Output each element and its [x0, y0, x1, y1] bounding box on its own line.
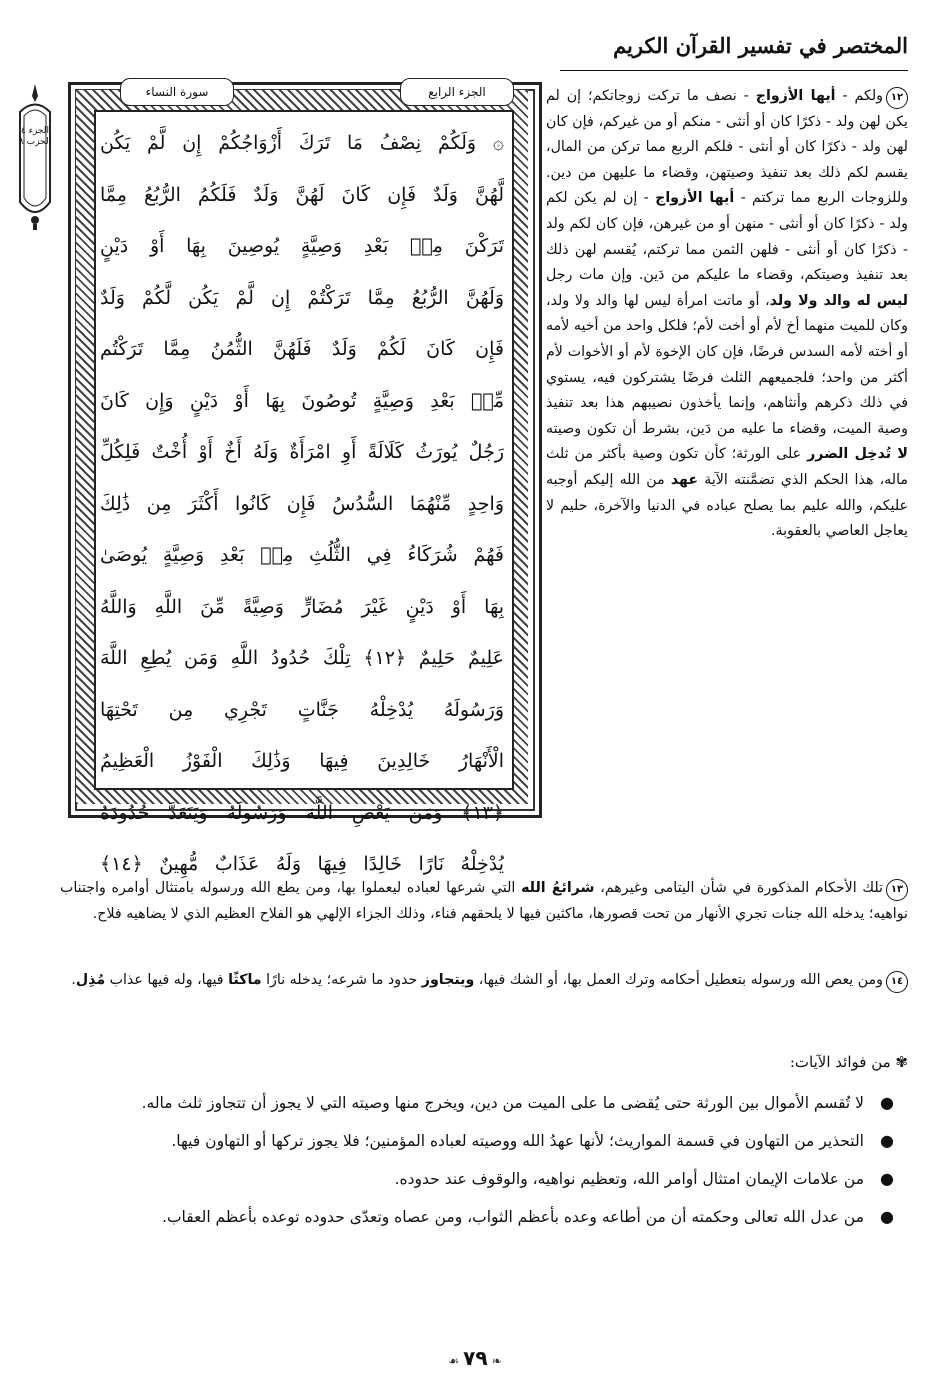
tafsir-text: - نصف ما تركت زوجاتكم؛ إن لم يكن لهن ولد - ذكرًا كان أو أنثى - منكم أو من غيركم، فإن كان لهن ولد - ذكرًا كان أو أنثى - فلكم الربع مما تركن من المال، يقسم لكم ذلك بعد تنفيذ وصيتهن، وقضاء ما عليهن من دين. وللزوجات الربع مما تركتم - [546, 88, 909, 207]
tafsir-emphasis: أيها الأزواج [655, 190, 735, 207]
tafsir-text: فيها، وله فيها عذاب [105, 972, 229, 988]
bullet-icon: ● [880, 1131, 894, 1150]
verse-line: لَّهُنَّ وَلَدٌ فَإِن كَانَ لَهُنَّ وَلَدٌ فَلَكُمُ الرُّبُعُ مِمَّا [100, 183, 504, 206]
tafsir-emphasis: ليس له والد ولا ولد [769, 292, 908, 309]
verse-line: ﴿١٣﴾ وَمَن يَعْصِ اللَّهَ وَرَسُولَهُ وَيَتَعَدَّ حُدُودَهُ [100, 801, 504, 824]
tafsir-emphasis: مُذِل [75, 972, 106, 988]
verse-line: وَرَسُولَهُ يُدْخِلْهُ جَنَّاتٍ تَجْرِي مِن تَحْتِهَا [100, 698, 504, 721]
tafsir-emphasis: شرائعُ الله [521, 880, 595, 896]
verse-line: فَإِن كَانَ لَكُمْ وَلَدٌ فَلَهُنَّ الثُّمُنُ مِمَّا تَرَكْتُم [100, 338, 504, 360]
flower-icon: ✾ [890, 1053, 908, 1071]
benefit-text: لا تُقسم الأموال بين الورثة حتى يُقضى ما على الميت من دين، ويخرج منها وصيته التي لا يجوز أن تتجاوز ثلث ماله. [141, 1094, 864, 1112]
tafsir-text: - إن لم يكن لكم ولد - ذكرًا كان أو أنثى - منهن أو من غيرهن، فإن كان لكم ولد - ذكرًا كان أو أنثى - فلهن الثمن مما تركتم، يُقسم لهن ذلك بعد تنفيذ وصيتكم، وقضاء ما عليكم من دَين. وإن مات رجل [546, 190, 908, 284]
sura-label: سورة النساء [120, 78, 234, 106]
tafsir-verse-13 [60, 876, 908, 927]
tafsir-text: من الله إليكم أوجبه عليكم، والله عليم بما يصلح عباده في الدنيا والآخرة، حليم لا يعاجل العاصي بالعقوبة. [546, 471, 908, 540]
quran-verses [100, 118, 504, 891]
tafsir-text: على الورثة؛ كأن تكون وصية بأكثر من ثلث ماله، هذا الحكم الذي تضمَّنته الآية [546, 446, 908, 488]
tafsir-emphasis: عهد [670, 471, 699, 488]
juz-marker-text: الجزء ٤ الحزب ٨ [18, 126, 52, 147]
page-number-value: ٧٩ [463, 1346, 488, 1370]
juz-label: الجزء الرابع [400, 78, 514, 106]
book-title: المختصر في تفسير القرآن الكريم [560, 30, 908, 71]
tafsir-text: حدود ما شرعه؛ يدخله نارًا [261, 972, 422, 988]
tafsir-verse-14 [60, 968, 908, 994]
list-item [60, 1164, 908, 1194]
benefit-text: من عدل الله تعالى وحكمته أن من أطاعه وعده بأعظم الثواب، ومن عصاه وتعدّى حدوده توعده بأعظم العقاب. [162, 1208, 864, 1226]
bullet-icon: ● [880, 1207, 894, 1226]
verse-line: رَجُلٌ يُورَثُ كَلَالَةً أَوِ امْرَأَةٌ وَلَهُ أَخٌ أَوْ أُخْتٌ فَلِكُلِّ [100, 441, 504, 463]
bullet-icon: ● [880, 1093, 894, 1112]
tafsir-verse-12 [546, 84, 908, 545]
bullet-icon: ● [880, 1169, 894, 1188]
ornament-icon [10, 82, 60, 232]
verse-line: يُدْخِلْهُ نَارًا خَالِدًا فِيهَا وَلَهُ عَذَابٌ مُّهِينٌ ﴿١٤﴾ [100, 853, 504, 875]
juz-marker [10, 82, 60, 232]
benefit-text: التحذير من التهاون في قسمة المواريث؛ لأنها عهدُ الله ووصيته لعباده المؤمنين؛ فلا يجوز تركها أو التهاون فيها. [171, 1132, 864, 1150]
verse-line: عَلِيمٌ حَلِيمٌ ﴿١٢﴾ تِلْكَ حُدُودُ اللَّهِ وَمَن يُطِعِ اللَّهَ [100, 647, 504, 669]
list-item [60, 1126, 908, 1156]
verse-line: وَلَهُنَّ الرُّبُعُ مِمَّا تَرَكْتُمْ إِن لَّمْ يَكُن لَّكُمْ وَلَدٌ [100, 286, 504, 309]
benefit-text: من علامات الإيمان امتثال أوامر الله، وتعظيم نواهيه، والوقوف عند حدوده. [394, 1170, 864, 1188]
verse-line: ۞ وَلَكُمْ نِصْفُ مَا تَرَكَ أَزْوَاجُكُمْ إِن لَّمْ يَكُن [100, 132, 504, 154]
tafsir-text: ومن يعص الله ورسوله بتعطيل أحكامه وترك العمل بها، أو الشك فيها، [474, 972, 883, 988]
ornament-icon: ❧ [487, 1354, 502, 1368]
list-item [60, 1088, 908, 1118]
verse-line: مِّنۢ بَعْدِ وَصِيَّةٍ تُوصُونَ بِهَا أَوْ دَيْنٍ وَإِن كَانَ [100, 389, 504, 412]
verse-line: وَاحِدٍ مِّنْهُمَا السُّدُسُ فَإِن كَانُوا أَكْثَرَ مِن ذَٰلِكَ [100, 492, 504, 515]
page-number [420, 1346, 530, 1370]
tafsir-text: ولكم - [835, 88, 884, 104]
verse-number-badge: ١٣ [886, 879, 908, 901]
benefits-list [60, 1088, 908, 1240]
ornament-icon: ☙ [448, 1354, 464, 1368]
verse-line: فَهُمْ شُرَكَاءُ فِي الثُّلُثِ مِنۢ بَعْدِ وَصِيَّةٍ يُوصَىٰ [100, 544, 504, 566]
benefits-title: من فوائد الآيات: [789, 1053, 891, 1071]
tafsir-emphasis: أيها الأزواج [755, 88, 836, 104]
tafsir-emphasis: لا تُدخِل الضرر [807, 446, 908, 463]
tafsir-text: التي شرعها لعباده ليعملوا بها، ومن يطع الله ورسوله بامتثال أوامره واجتناب نواهيه؛ يدخله الله جنات تجري الأنهار من تحت قصورها، ماكثين فيها لا يلحقهم فناء، وذلك الجزاء الإلهي هو الفلاح العظيم الذي لا يضاهيه فلاح. [60, 880, 908, 922]
benefits-heading [600, 1053, 908, 1071]
verse-line: بِهَا أَوْ دَيْنٍ غَيْرَ مُضَارٍّ وَصِيَّةً مِّنَ اللَّهِ وَاللَّهُ [100, 595, 504, 618]
verse-number-badge: ١٢ [886, 87, 908, 109]
tafsir-text: تلك الأحكام المذكورة في شأن اليتامى وغيرهم، [594, 880, 883, 896]
tafsir-text: ، أو ماتت امرأة ليس لها والد ولا ولد، وكان للميت منهما أخ لأم أو أخت لأم؛ فلكل واحد من أخيه لأمه أو أخته لأمه السدس فرضًا، فإن كان الإخوة لأم أو الأخوات لأم أكثر من واحد؛ فلجميعهم الثلث فرضًا يشتركون فيه، يستوي في ذلك ذكرهم وأنثاهم، وإنما يأخذون نصيبهم هذا بعد تنفيذ وصية الميت، وقضاء ما عليه من دَين، بشرط أن تكون وصيته [546, 292, 908, 437]
tafsir-emphasis: ماكثًا [228, 972, 262, 988]
tafsir-emphasis: ويتجاوز [421, 972, 475, 988]
tafsir-text: . [71, 972, 76, 988]
list-item [60, 1202, 908, 1232]
verse-line: الْأَنْهَارُ خَالِدِينَ فِيهَا وَذَٰلِكَ الْفَوْزُ الْعَظِيمُ [100, 750, 504, 772]
verse-line: تَرَكْنَ مِنۢ بَعْدِ وَصِيَّةٍ يُوصِينَ بِهَا أَوْ دَيْنٍ [100, 235, 504, 257]
verse-number-badge: ١٤ [886, 971, 908, 993]
